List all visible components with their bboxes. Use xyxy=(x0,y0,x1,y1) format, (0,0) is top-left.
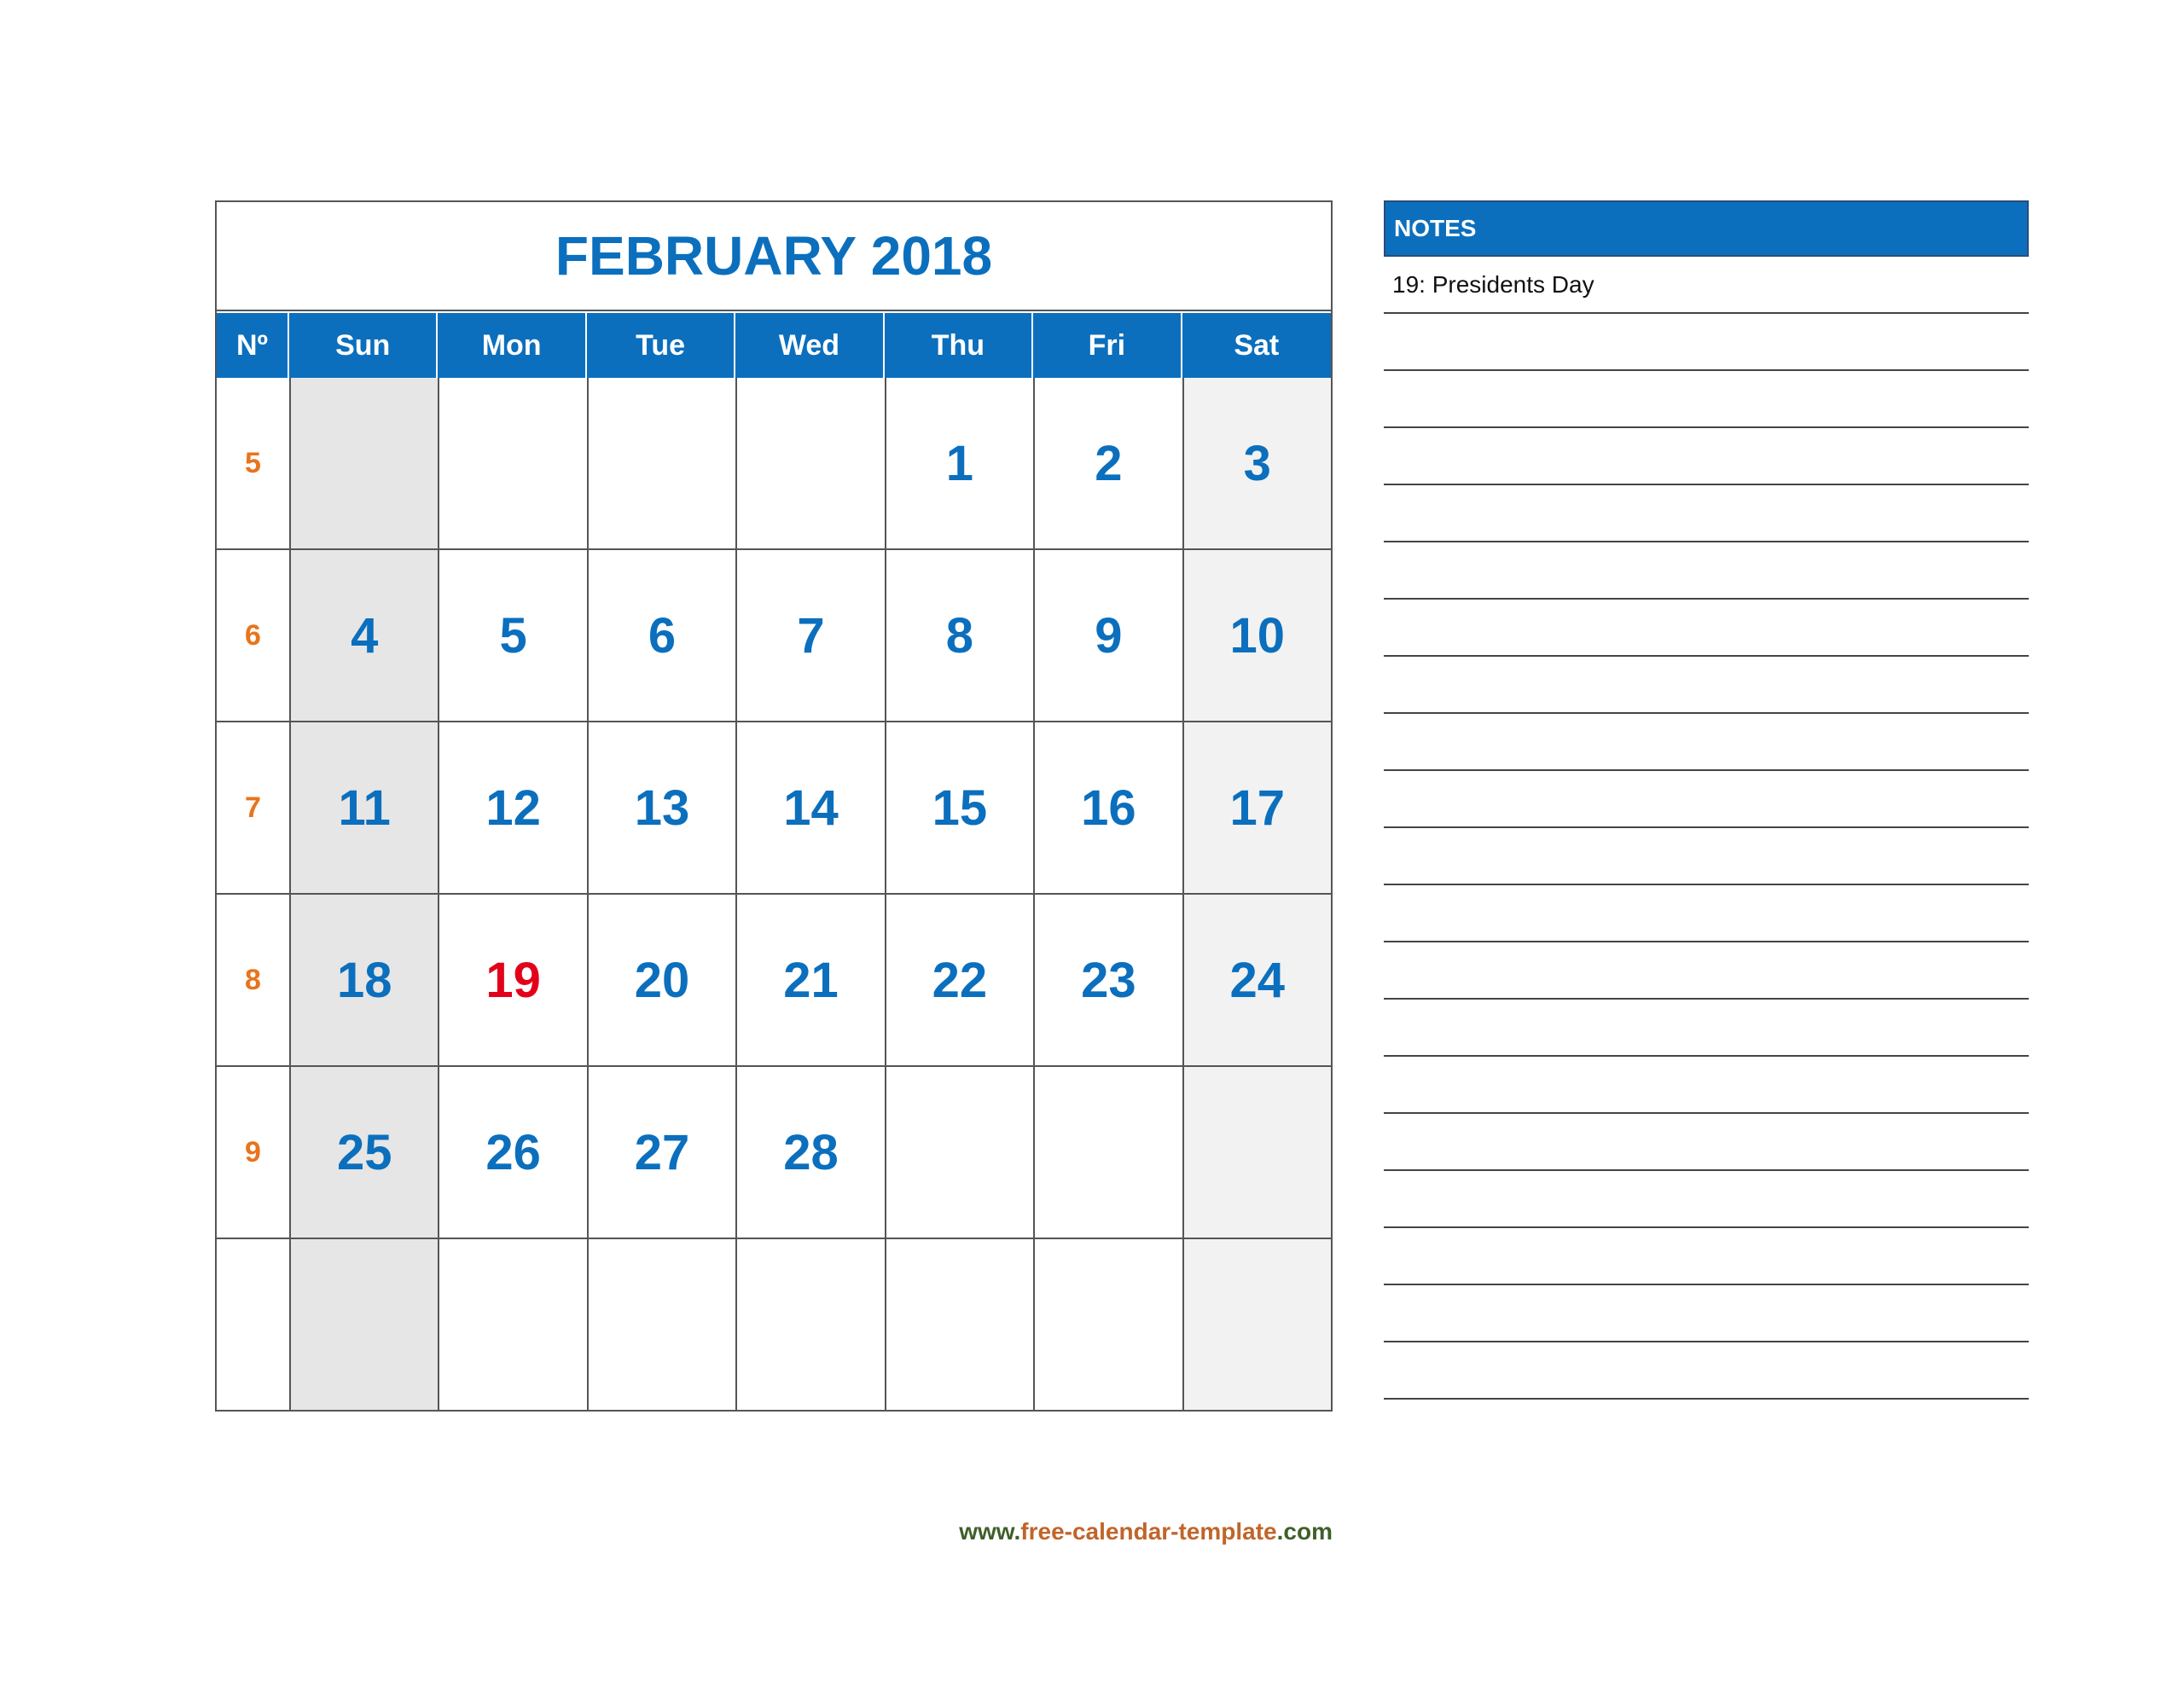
note-line xyxy=(1384,485,2029,542)
note-line: 19: Presidents Day xyxy=(1384,257,2029,314)
empty-day-cell xyxy=(735,1239,884,1410)
week-row xyxy=(217,378,1331,548)
footer-url-prefix: www. xyxy=(959,1518,1021,1545)
footer-url-suffix: .com xyxy=(1276,1518,1333,1545)
day-cell: 8 xyxy=(885,550,1033,721)
week-number xyxy=(217,1239,289,1410)
day-cell: 4 xyxy=(289,550,438,721)
footer-url[interactable] xyxy=(0,1518,1333,1545)
day-cell: 9 xyxy=(1033,550,1182,721)
empty-day-cell xyxy=(735,378,884,548)
notes-panel xyxy=(1384,200,2029,1400)
day-cell: 7 xyxy=(735,550,884,721)
day-cell: 15 xyxy=(885,722,1033,893)
note-line xyxy=(1384,771,2029,828)
empty-day-cell xyxy=(438,1239,586,1410)
notes-lines xyxy=(1384,257,2029,1400)
week-number: 6 xyxy=(245,618,261,652)
day-cell: 14 xyxy=(735,722,884,893)
day-cell: 27 xyxy=(587,1067,735,1238)
day-cell: 12 xyxy=(438,722,586,893)
note-line xyxy=(1384,542,2029,600)
day-cell: 6 xyxy=(587,550,735,721)
weeks-container xyxy=(217,378,1331,1410)
week-row xyxy=(217,1065,1331,1238)
week-row xyxy=(217,893,1331,1065)
day-cell: 26 xyxy=(438,1067,586,1238)
empty-day-cell xyxy=(587,378,735,548)
day-cell: 13 xyxy=(587,722,735,893)
week-row xyxy=(217,548,1331,721)
note-line xyxy=(1384,314,2029,371)
note-line xyxy=(1384,428,2029,485)
day-cell: 20 xyxy=(587,895,735,1065)
empty-day-cell xyxy=(289,1239,438,1410)
note-line xyxy=(1384,1114,2029,1171)
day-cell: 1 xyxy=(885,378,1033,548)
weekday-header-sun: Sun xyxy=(289,313,438,378)
month-title: FEBRUARY 2018 xyxy=(217,202,1331,311)
week-number: 5 xyxy=(245,446,261,479)
day-cell: 2 xyxy=(1033,378,1182,548)
weekday-header-row xyxy=(217,311,1331,378)
empty-day-cell xyxy=(587,1239,735,1410)
day-cell: 24 xyxy=(1182,895,1331,1065)
week-row xyxy=(217,1238,1331,1410)
note-line xyxy=(1384,1057,2029,1114)
empty-day-cell xyxy=(1182,1067,1331,1238)
week-number: 9 xyxy=(245,1135,261,1168)
day-cell: 16 xyxy=(1033,722,1182,893)
notes-header: NOTES xyxy=(1384,200,2029,257)
note-line xyxy=(1384,885,2029,942)
day-cell: 28 xyxy=(735,1067,884,1238)
empty-day-cell xyxy=(289,378,438,548)
week-number: 8 xyxy=(245,963,261,996)
note-line xyxy=(1384,1228,2029,1285)
week-number: 7 xyxy=(245,791,261,824)
note-line xyxy=(1384,942,2029,1000)
weekday-header-wed: Wed xyxy=(735,313,884,378)
day-cell: 17 xyxy=(1182,722,1331,893)
empty-day-cell xyxy=(438,378,586,548)
day-cell: 23 xyxy=(1033,895,1182,1065)
weekday-header-thu: Thu xyxy=(885,313,1033,378)
weekday-header-mon: Mon xyxy=(438,313,586,378)
day-cell: 22 xyxy=(885,895,1033,1065)
week-row xyxy=(217,721,1331,893)
note-line xyxy=(1384,657,2029,714)
empty-day-cell xyxy=(1182,1239,1331,1410)
day-cell: 10 xyxy=(1182,550,1331,721)
weekday-header-fri: Fri xyxy=(1033,313,1182,378)
empty-day-cell xyxy=(885,1067,1033,1238)
empty-day-cell xyxy=(885,1239,1033,1410)
empty-day-cell xyxy=(1033,1067,1182,1238)
note-line xyxy=(1384,828,2029,885)
footer-url-site: free-calendar-template xyxy=(1020,1518,1277,1545)
note-line xyxy=(1384,371,2029,428)
day-cell: 25 xyxy=(289,1067,438,1238)
note-line xyxy=(1384,714,2029,771)
day-cell: 18 xyxy=(289,895,438,1065)
day-cell: 21 xyxy=(735,895,884,1065)
note-line xyxy=(1384,1342,2029,1400)
calendar-grid xyxy=(215,200,1333,1412)
day-cell: 5 xyxy=(438,550,586,721)
day-cell: 3 xyxy=(1182,378,1331,548)
note-line xyxy=(1384,1171,2029,1228)
note-line xyxy=(1384,1285,2029,1342)
weekday-header-tue: Tue xyxy=(587,313,735,378)
note-line xyxy=(1384,600,2029,657)
empty-day-cell xyxy=(1033,1239,1182,1410)
day-cell: 11 xyxy=(289,722,438,893)
week-number-header: Nº xyxy=(217,313,289,378)
weekday-header-sat: Sat xyxy=(1182,313,1331,378)
day-cell: 19 xyxy=(438,895,586,1065)
note-line xyxy=(1384,1000,2029,1057)
